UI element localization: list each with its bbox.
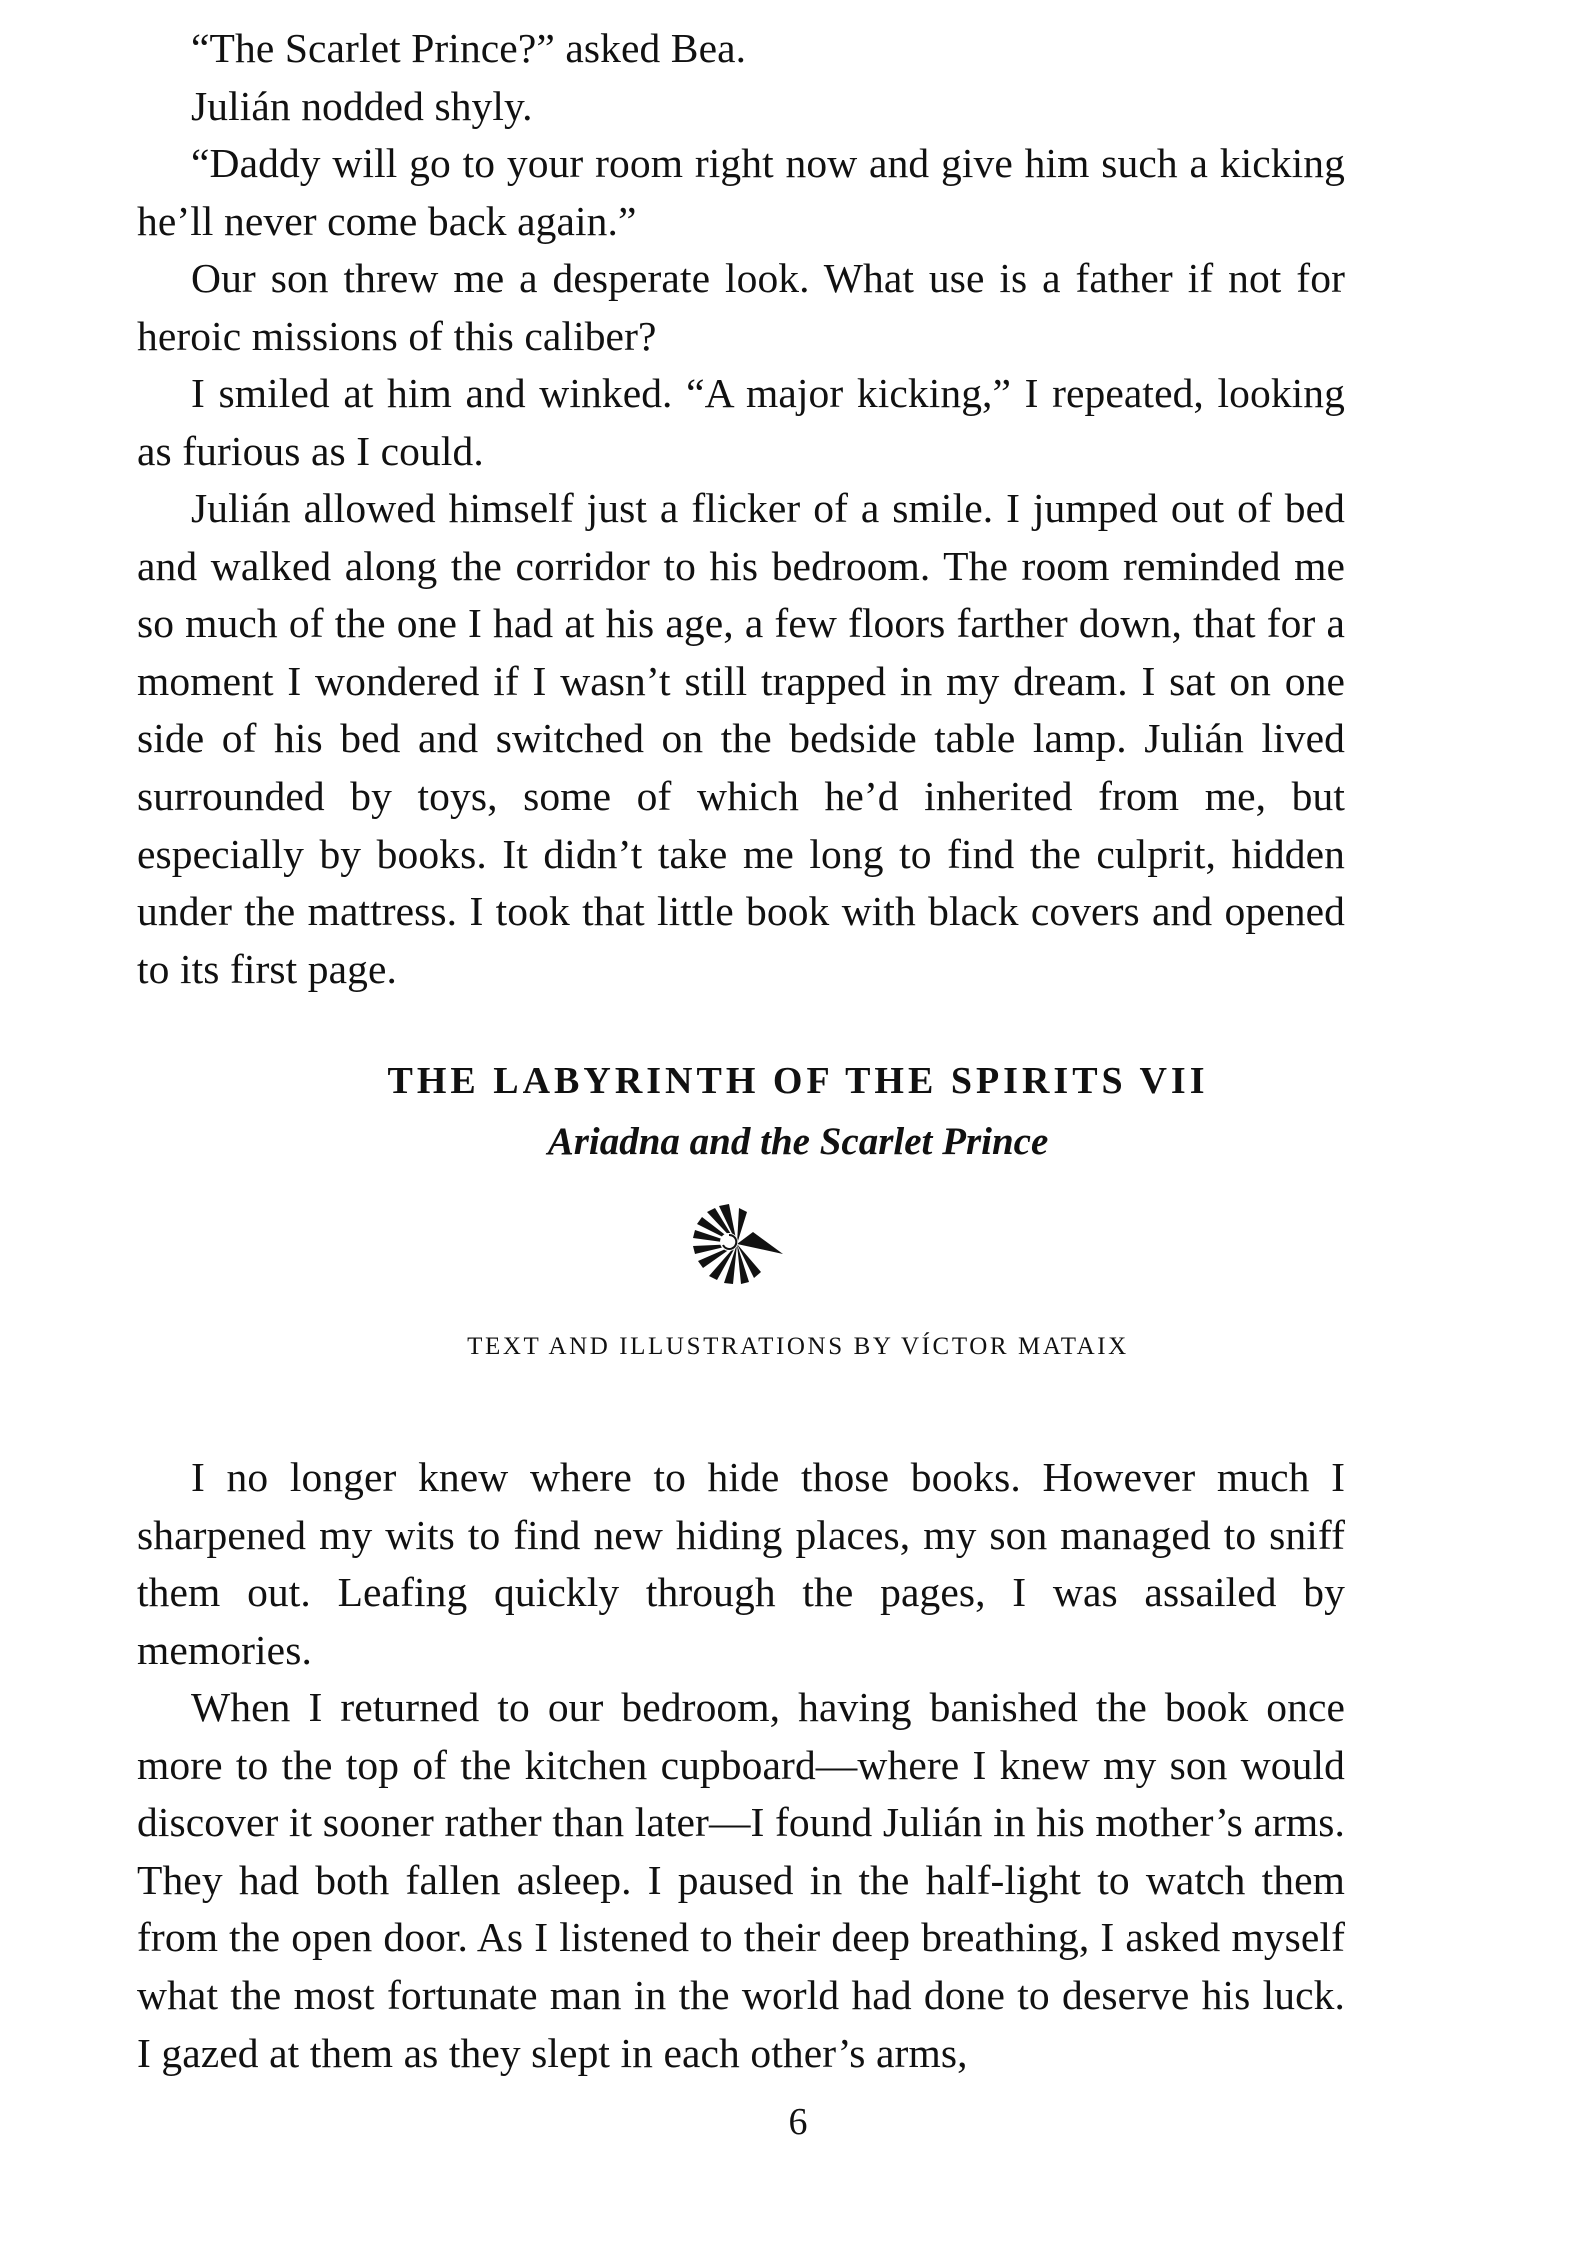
body-paragraph: Julián allowed himself just a flicker of a smile. I jumped out of bed and walked along the corridor to his bedroom. The room reminded me so much of the one I had at his age, a few floors farther down, that for a moment I wondered if I wasn’t still trapped in my dream. I sat on one side of his bed and switched on the bedside table lamp. Julián lived surrounded by toys, some of which he’d inherited from me, but especially by books. It didn’t take me long to find the culprit, hidden under the mattress. I took that little book with black covers and opened to its first page. — [137, 485, 1345, 992]
body-paragraph: “Daddy will go to your room right now and give him such a kicking he’ll never come back again.” — [137, 140, 1345, 244]
body-paragraph: When I returned to our bedroom, having banished the book once more to the top of the kitchen cupboard—where I knew my son would discover it sooner rather than later—I found Julián in his mother’s arms. They had both fallen asleep. I paused in the half-light to watch them from the open door. As I listened to their deep breathing, I asked myself what the most fortunate man in the world had done to deserve his luck. I gazed at them as they slept in each other’s arms, — [137, 1684, 1345, 2076]
spiral-ornament-icon — [689, 1202, 785, 1286]
inset-title: THE LABYRINTH OF THE SPIRITS VII — [387, 1060, 1209, 1102]
body-paragraph: “The Scarlet Prince?” asked Bea. — [191, 25, 747, 71]
page-number: 6 — [788, 2101, 808, 2143]
body-paragraph: Our son threw me a desperate look. What use is a father if not for heroic missions of this caliber? — [137, 255, 1345, 359]
author-byline: TEXT AND ILLUSTRATIONS BY VÍCTOR MATAIX — [467, 1333, 1129, 1360]
body-paragraph: I no longer knew where to hide those books. However much I sharpened my wits to find new hiding places, my son managed to sniff them out. Leafing quickly through the pages, I was assailed by memories. — [137, 1454, 1345, 1673]
body-paragraph: Julián nodded shyly. — [191, 83, 533, 129]
inset-subtitle: Ariadna and the Scarlet Prince — [547, 1120, 1049, 1163]
body-paragraph: I smiled at him and winked. “A major kicking,” I repeated, looking as furious as I could. — [137, 370, 1345, 474]
